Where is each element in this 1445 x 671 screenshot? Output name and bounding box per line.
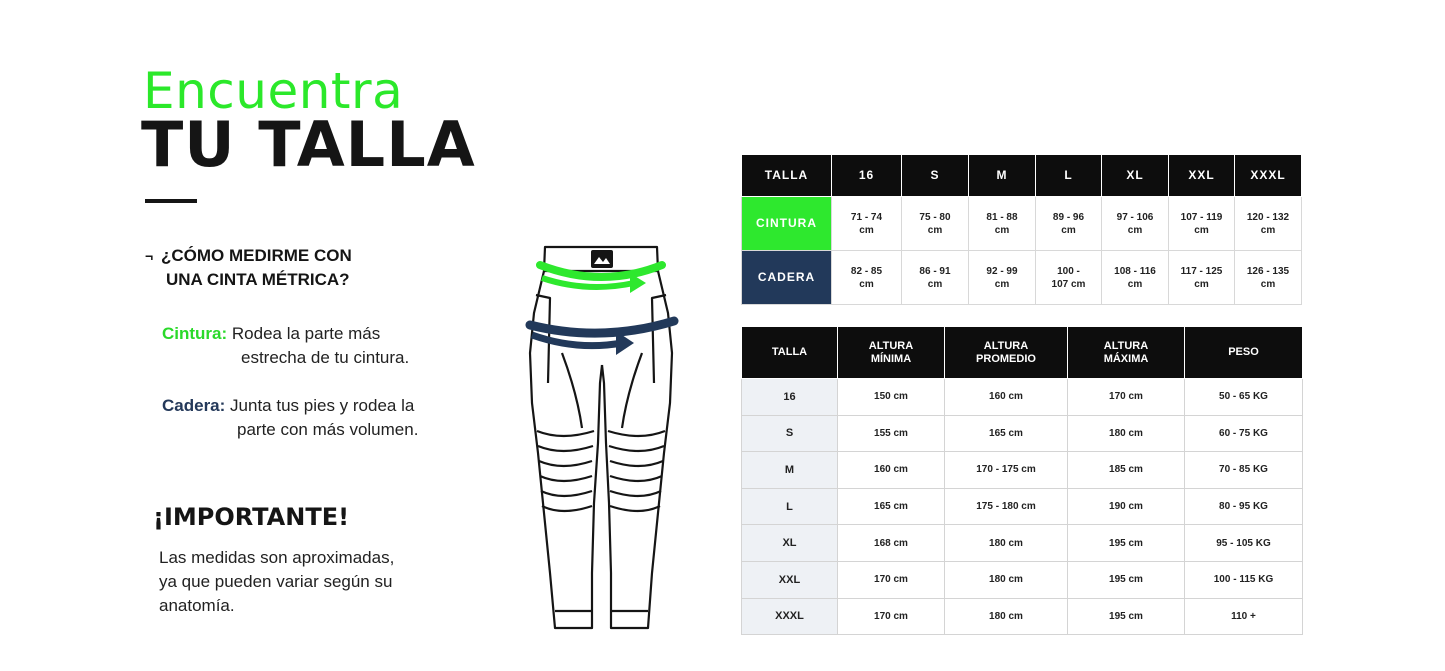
cell: 120 - 132 cm [1235, 197, 1302, 251]
cell-size: S [742, 415, 838, 452]
hip-text-2: parte con más volumen. [237, 420, 419, 439]
important-line-3: anatomía. [159, 596, 235, 615]
t2-header-talla: TALLA [742, 327, 838, 379]
t1-header-xxxl: XXXL [1235, 155, 1302, 197]
t1-header-l: L [1036, 155, 1102, 197]
cell: 185 cm [1068, 452, 1185, 489]
cell: 70 - 85 KG [1185, 452, 1303, 489]
cell: 180 cm [945, 598, 1068, 635]
cell: 117 - 125 cm [1169, 251, 1235, 305]
t2-header-peso: PESO [1185, 327, 1303, 379]
cell: 175 - 180 cm [945, 488, 1068, 525]
hip-text-1: Junta tus pies y rodea la [230, 396, 415, 415]
cell: 165 cm [945, 415, 1068, 452]
brand-logo [591, 250, 613, 268]
table-row-cintura [742, 197, 1302, 251]
cell: 170 cm [838, 561, 945, 598]
cell: 150 cm [838, 379, 945, 416]
table-row [742, 561, 1303, 598]
row-label-cadera: CADERA [742, 251, 832, 305]
cell: 95 - 105 KG [1185, 525, 1303, 562]
cell-size: L [742, 488, 838, 525]
heading-encuentra: Encuentra [143, 62, 404, 120]
cell: 97 - 106 cm [1102, 197, 1169, 251]
cell: 170 cm [1068, 379, 1185, 416]
t1-header-s: S [902, 155, 969, 197]
t1-header-16: 16 [832, 155, 902, 197]
info-panel [0, 0, 520, 671]
waist-text-2: estrecha de tu cintura. [241, 348, 410, 367]
cell: 89 - 96 cm [1036, 197, 1102, 251]
important-line-1: Las medidas son aproximadas, [159, 548, 395, 567]
cell: 100 - 115 KG [1185, 561, 1303, 598]
table-row [742, 452, 1303, 489]
important-title: ¡IMPORTANTE! [153, 503, 350, 531]
table-row [742, 379, 1303, 416]
t2-header-altura-promedio: ALTURA PROMEDIO [945, 327, 1068, 379]
bullet-mark: ¬ [145, 248, 154, 264]
how-to-line1: ¿CÓMO MEDIRME CON [161, 246, 352, 265]
cell: 168 cm [838, 525, 945, 562]
cell: 86 - 91 cm [902, 251, 969, 305]
table-row [742, 488, 1303, 525]
t2-header-altura-maxima: ALTURA MÁXIMA [1068, 327, 1185, 379]
cell: 195 cm [1068, 598, 1185, 635]
hip-label: Cadera: [162, 396, 226, 415]
cell: 107 - 119 cm [1169, 197, 1235, 251]
cell: 50 - 65 KG [1185, 379, 1303, 416]
cell: 165 cm [838, 488, 945, 525]
important-text [159, 546, 394, 618]
cell: 110 + [1185, 598, 1303, 635]
cell: 108 - 116 cm [1102, 251, 1169, 305]
hip-definition [162, 394, 418, 442]
cell: 71 - 74 cm [832, 197, 902, 251]
t1-header-xxl: XXL [1169, 155, 1235, 197]
cell: 100 - 107 cm [1036, 251, 1102, 305]
cell: 75 - 80 cm [902, 197, 969, 251]
cell: 180 cm [1068, 415, 1185, 452]
cell: 190 cm [1068, 488, 1185, 525]
size-measurements-table [741, 154, 1302, 305]
cell-size: 16 [742, 379, 838, 416]
row-label-cintura: CINTURA [742, 197, 832, 251]
cell-size: XXXL [742, 598, 838, 635]
waist-definition [162, 322, 409, 370]
cell: 170 - 175 cm [945, 452, 1068, 489]
height-weight-table [741, 326, 1303, 635]
pants-outline-icon [522, 243, 682, 635]
waist-label: Cintura: [162, 324, 228, 343]
table-row-cadera [742, 251, 1302, 305]
cell: 170 cm [838, 598, 945, 635]
important-line-2: ya que pueden variar según su [159, 572, 393, 591]
cell: 180 cm [945, 525, 1068, 562]
cell-size: XXL [742, 561, 838, 598]
heading-divider [145, 199, 197, 203]
cell: 126 - 135 cm [1235, 251, 1302, 305]
cell-size: M [742, 452, 838, 489]
cell: 180 cm [945, 561, 1068, 598]
cell: 195 cm [1068, 561, 1185, 598]
cell: 160 cm [945, 379, 1068, 416]
heading-tu-talla: TU TALLA [141, 108, 476, 181]
table-row [742, 598, 1303, 635]
cell: 60 - 75 KG [1185, 415, 1303, 452]
cell-size: XL [742, 525, 838, 562]
t1-header-xl: XL [1102, 155, 1169, 197]
cell: 160 cm [838, 452, 945, 489]
table-row [742, 525, 1303, 562]
cell: 195 cm [1068, 525, 1185, 562]
waist-text-1: Rodea la parte más [231, 324, 381, 343]
cell: 81 - 88 cm [969, 197, 1036, 251]
cell: 80 - 95 KG [1185, 488, 1303, 525]
cell: 92 - 99 cm [969, 251, 1036, 305]
table-row [742, 415, 1303, 452]
t1-header-m: M [969, 155, 1036, 197]
t1-header-talla: TALLA [742, 155, 832, 197]
cell: 155 cm [838, 415, 945, 452]
how-to-measure-title [145, 244, 352, 291]
waist-arrow-green [540, 265, 662, 293]
t2-header-altura-minima: ALTURA MÍNIMA [838, 327, 945, 379]
cell: 82 - 85 cm [832, 251, 902, 305]
how-to-line2: UNA CINTA MÉTRICA? [166, 270, 350, 289]
